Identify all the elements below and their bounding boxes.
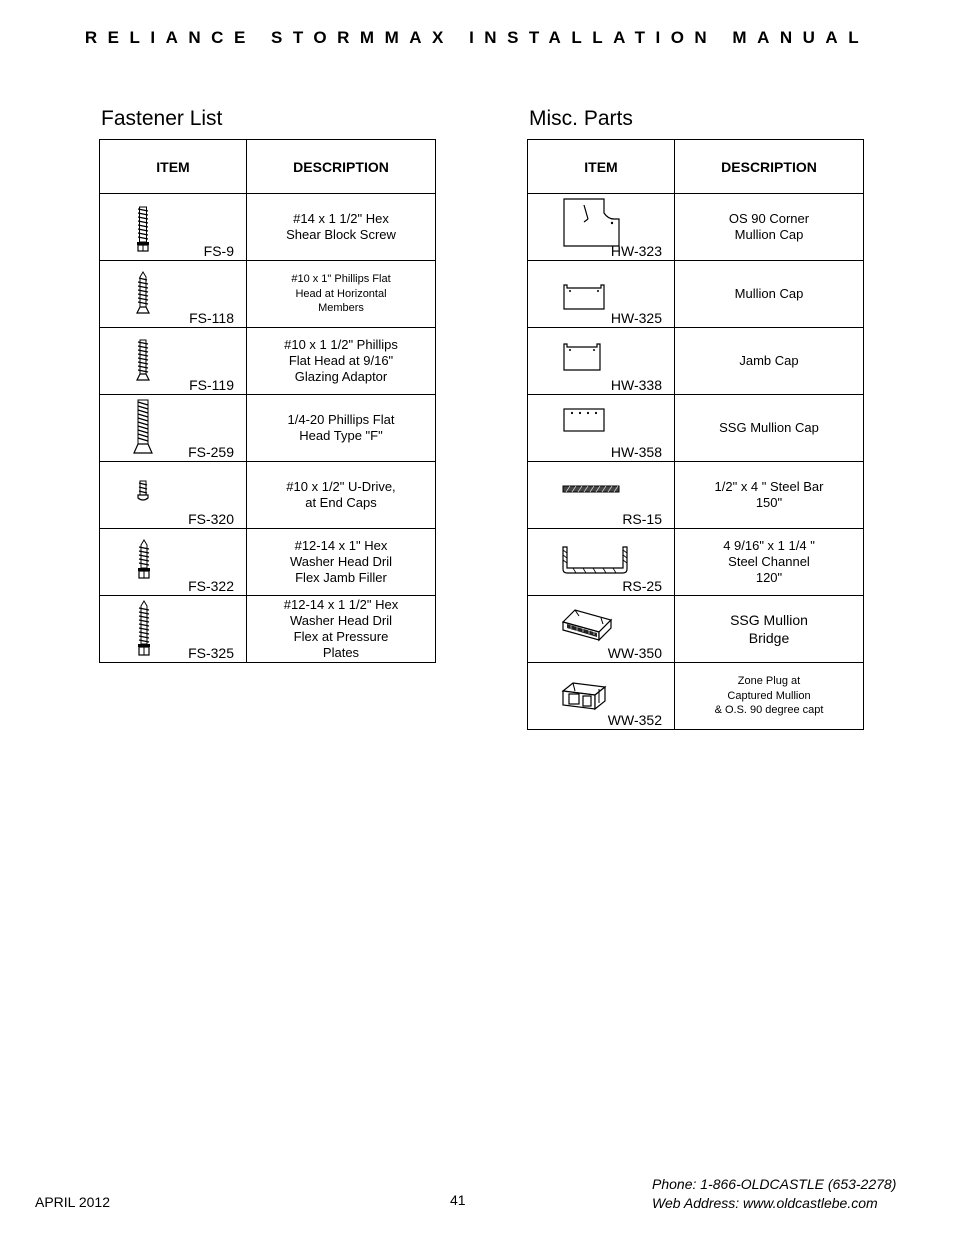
item-cell bbox=[100, 261, 247, 328]
item-code: HW-325 bbox=[610, 310, 662, 326]
item-code: HW-338 bbox=[610, 377, 662, 393]
item-code: RS-25 bbox=[622, 578, 662, 594]
table-row bbox=[528, 328, 864, 395]
table-row bbox=[100, 529, 436, 596]
item-cell bbox=[528, 194, 675, 261]
item-cell bbox=[100, 596, 247, 663]
table-row bbox=[528, 663, 864, 730]
item-cell bbox=[528, 261, 675, 328]
machine-screw-icon bbox=[133, 399, 153, 457]
item-cell bbox=[100, 529, 247, 596]
table-row bbox=[100, 395, 436, 462]
item-cell bbox=[100, 194, 247, 261]
table-row bbox=[100, 596, 436, 663]
misc-parts-table bbox=[527, 139, 864, 730]
steel-channel-icon bbox=[561, 545, 629, 575]
page-number: 41 bbox=[450, 1192, 466, 1208]
jamb-cap-icon bbox=[562, 342, 602, 372]
item-description: #10 x 1/2" U-Drive, at End Caps bbox=[247, 462, 436, 529]
item-code: HW-323 bbox=[610, 243, 662, 259]
table-row bbox=[100, 194, 436, 261]
table-row bbox=[528, 596, 864, 663]
table-row bbox=[528, 529, 864, 596]
flat-head-screw-icon bbox=[135, 271, 151, 317]
table-row bbox=[100, 261, 436, 328]
item-column-header: ITEM bbox=[100, 140, 247, 194]
table-row bbox=[528, 261, 864, 328]
item-code: WW-350 bbox=[607, 645, 662, 661]
item-description: SSG Mullion Bridge bbox=[675, 596, 864, 663]
zone-plug-icon bbox=[561, 679, 609, 713]
misc-parts-title: Misc. Parts bbox=[529, 107, 633, 130]
item-code: FS-322 bbox=[188, 578, 234, 594]
description-column-header: DESCRIPTION bbox=[675, 140, 864, 194]
steel-bar-icon bbox=[562, 484, 620, 494]
table-header-row bbox=[100, 140, 436, 194]
item-cell bbox=[528, 529, 675, 596]
item-code: RS-15 bbox=[622, 511, 662, 527]
u-drive-screw-icon bbox=[137, 480, 149, 502]
hex-washer-screw-icon bbox=[136, 539, 152, 581]
item-code: FS-118 bbox=[189, 310, 234, 326]
item-cell bbox=[528, 395, 675, 462]
flat-head-screw-icon bbox=[135, 338, 151, 384]
item-description: 1/2" x 4 " Steel Bar 150" bbox=[675, 462, 864, 529]
ssg-mullion-cap-icon bbox=[562, 407, 606, 433]
hex-head-screw-icon bbox=[135, 206, 151, 252]
item-description: Zone Plug at Captured Mullion & O.S. 90 degree capt bbox=[675, 663, 864, 730]
hex-washer-screw-icon bbox=[136, 600, 152, 658]
table-header-row bbox=[528, 140, 864, 194]
table-row bbox=[528, 194, 864, 261]
item-description: #10 x 1" Phillips Flat Head at Horizontal Members bbox=[247, 261, 436, 328]
item-code: FS-119 bbox=[189, 377, 234, 393]
fastener-table bbox=[99, 139, 436, 663]
item-description: #12-14 x 1 1/2" Hex Washer Head Dril Flex at Pressure Plates bbox=[247, 596, 436, 663]
web-address: Web Address: www.oldcastlebe.com bbox=[652, 1195, 878, 1211]
corner-mullion-cap-icon bbox=[562, 197, 622, 249]
footer-contact bbox=[652, 1175, 896, 1213]
item-code: FS-320 bbox=[188, 511, 234, 527]
item-cell bbox=[528, 462, 675, 529]
phone-number: Phone: 1-866-OLDCASTLE (653-2278) bbox=[652, 1176, 897, 1192]
item-description: Mullion Cap bbox=[675, 261, 864, 328]
item-description: SSG Mullion Cap bbox=[675, 395, 864, 462]
item-cell bbox=[528, 596, 675, 663]
manual-header-title: RELIANCE STORMMAX INSTALLATION MANUAL bbox=[84, 28, 870, 47]
table-row bbox=[528, 395, 864, 462]
table-row bbox=[100, 462, 436, 529]
item-description: OS 90 Corner Mullion Cap bbox=[675, 194, 864, 261]
item-description: #10 x 1 1/2" Phillips Flat Head at 9/16" Glazing Adaptor bbox=[247, 328, 436, 395]
item-code: FS-9 bbox=[203, 243, 234, 259]
item-column-header: ITEM bbox=[528, 140, 675, 194]
item-description: 1/4-20 Phillips Flat Head Type "F" bbox=[247, 395, 436, 462]
item-cell bbox=[100, 328, 247, 395]
item-code: FS-259 bbox=[188, 444, 234, 460]
mullion-bridge-icon bbox=[561, 608, 613, 642]
item-cell bbox=[528, 328, 675, 395]
mullion-cap-icon bbox=[562, 283, 606, 311]
item-description: 4 9/16" x 1 1/4 " Steel Channel 120" bbox=[675, 529, 864, 596]
item-cell bbox=[528, 663, 675, 730]
item-description: Jamb Cap bbox=[675, 328, 864, 395]
item-cell bbox=[100, 462, 247, 529]
table-row bbox=[100, 328, 436, 395]
item-code: FS-325 bbox=[188, 645, 234, 661]
item-code: HW-358 bbox=[610, 444, 662, 460]
item-cell bbox=[100, 395, 247, 462]
item-description: #12-14 x 1" Hex Washer Head Dril Flex Jamb Filler bbox=[247, 529, 436, 596]
item-code: WW-352 bbox=[607, 712, 662, 728]
footer-date: APRIL 2012 bbox=[35, 1194, 110, 1210]
item-description: #14 x 1 1/2" Hex Shear Block Screw bbox=[247, 194, 436, 261]
fastener-list-title: Fastener List bbox=[101, 107, 223, 130]
table-row bbox=[528, 462, 864, 529]
description-column-header: DESCRIPTION bbox=[247, 140, 436, 194]
